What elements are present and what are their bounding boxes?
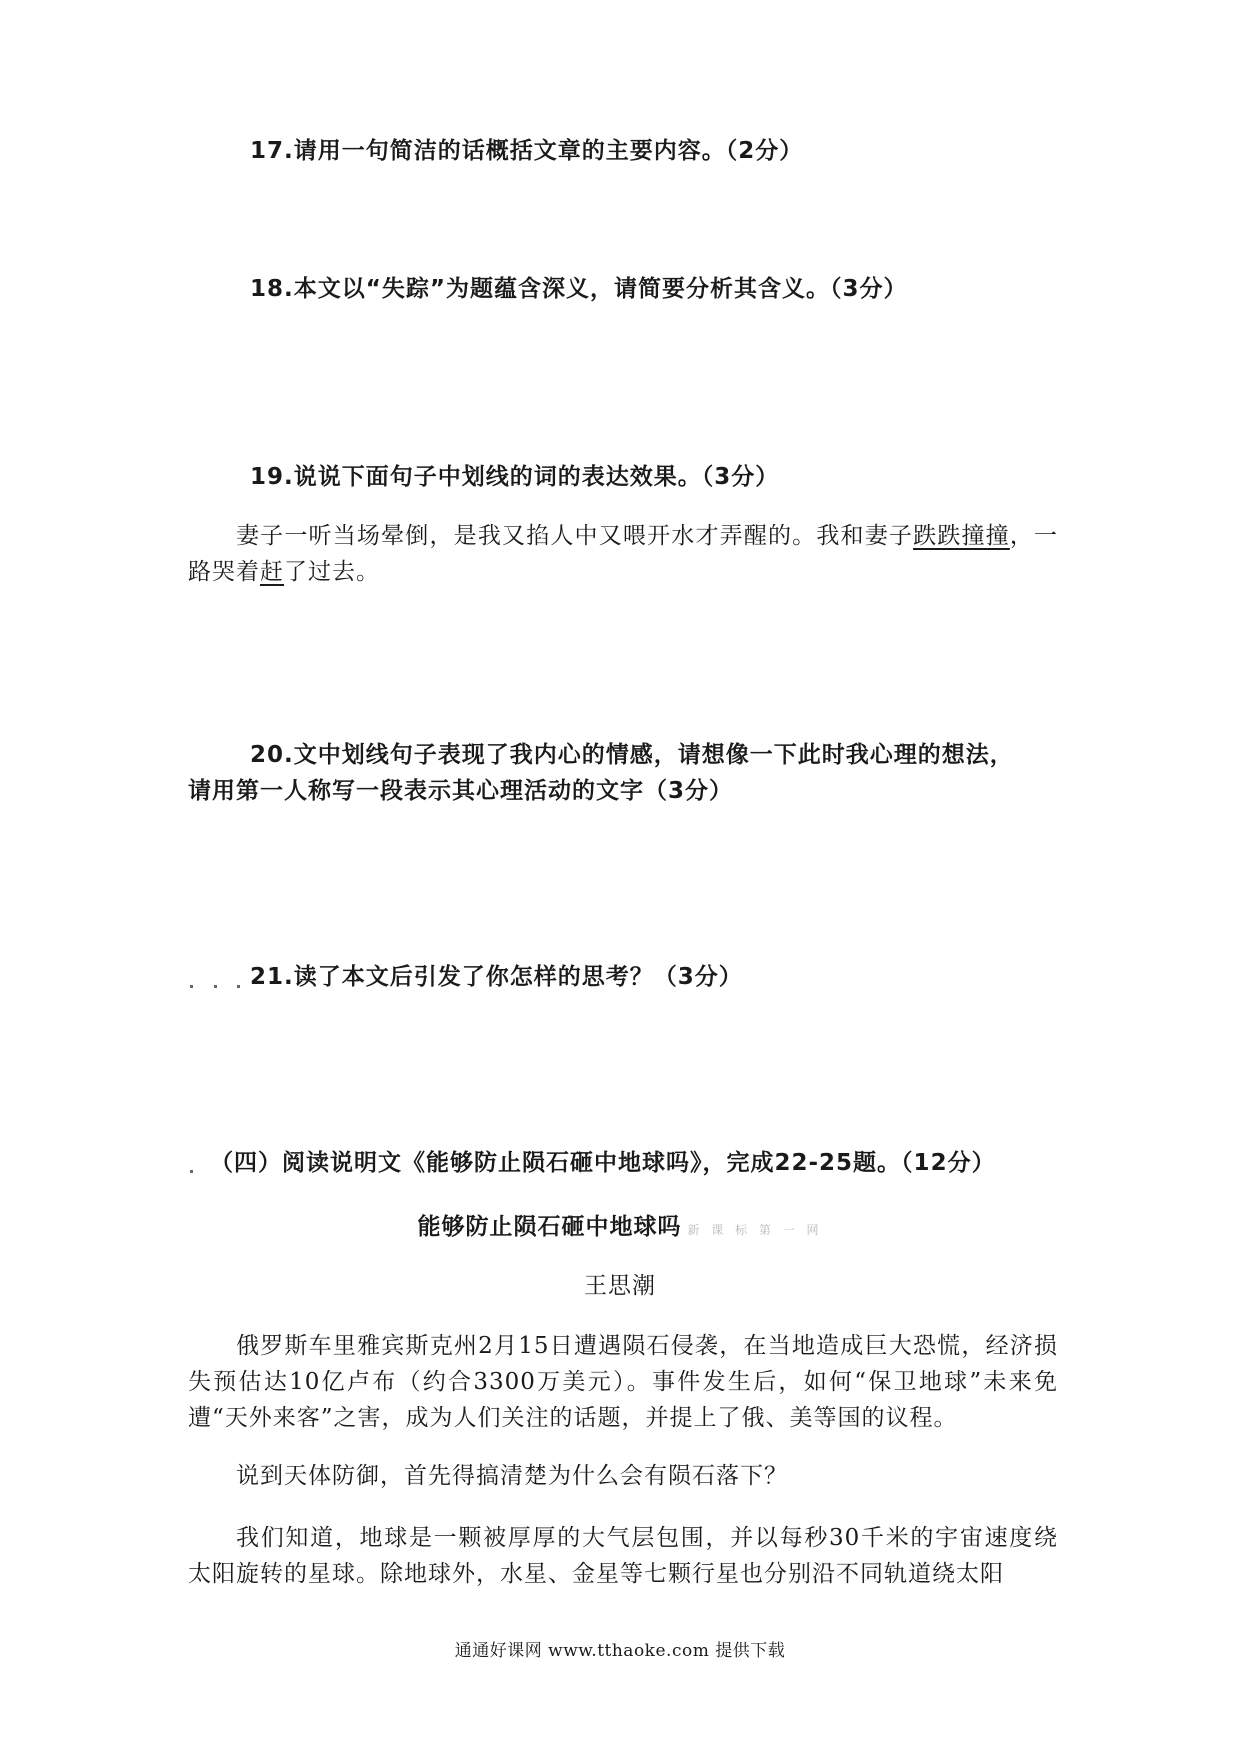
quote-text-2: ，一路哭着 [188, 523, 1059, 585]
section-4-heading: （四）阅读说明文《能够防止陨石砸中地球吗》，完成22-25题。（12分） [210, 1150, 996, 1176]
watermark: 新 课 标 第 一 网 [687, 1223, 823, 1237]
article-paragraph: 俄罗斯车里雅宾斯克州2月15日遭遇陨石侵袭，在当地造成巨大恐慌，经济损失预估达10亿卢布（约合3300万美元）。事件发生后，如何“保卫地球”未来免遭“天外来客”之害，成为人们关注的话题，并提上了俄、美等国的议程。 [188, 1333, 1058, 1431]
question-17: 17.请用一句简洁的话概括文章的主要内容。（2分） [250, 138, 804, 164]
question-19-quote [188, 518, 1058, 590]
article-author: 王思潮 [584, 1273, 656, 1299]
question-20-line-1: 20.文中划线句子表现了我内心的情感，请想像一下此时我心理的想法， [250, 742, 1014, 768]
question-20-line-2: 请用第一人称写一段表示其心理活动的文字（3分） [188, 778, 734, 804]
underlined-word-rush: 赶 [260, 559, 284, 585]
question-21: 21.读了本文后引发了你怎样的思考？（3分） [250, 964, 743, 990]
article-paragraph: 说到天体防御，首先得搞清楚为什么会有陨石落下？ [236, 1463, 788, 1489]
underlined-word-stumbling: 跌跌撞撞 [913, 523, 1010, 549]
scan-speck [190, 985, 193, 988]
quote-text-1: 妻子一听当场晕倒，是我又掐人中又喂开水才弄醒的。我和妻子 [236, 523, 914, 549]
article-title-text: 能够防止陨石砸中地球吗 [417, 1214, 682, 1240]
question-19: 19.说说下面句子中划线的词的表达效果。（3分） [250, 464, 780, 490]
question-18: 18.本文以“失踪”为题蕴含深义，请简要分析其含义。（3分） [250, 276, 908, 302]
scan-speck [190, 1170, 193, 1173]
scan-speck [214, 985, 217, 988]
scan-speck [237, 985, 240, 988]
article-paragraph: 我们知道，地球是一颗被厚厚的大气层包围，并以每秒30千米的宇宙速度绕太阳旋转的星球。除地球外，水星、金星等七颗行星也分别沿不同轨道绕太阳 [188, 1525, 1058, 1587]
page-footer: 通通好课网 www.tthaoke.com 提供下载 [454, 1641, 786, 1661]
article-title [0, 1208, 1240, 1241]
quote-text-3: 了过去。 [284, 559, 380, 585]
